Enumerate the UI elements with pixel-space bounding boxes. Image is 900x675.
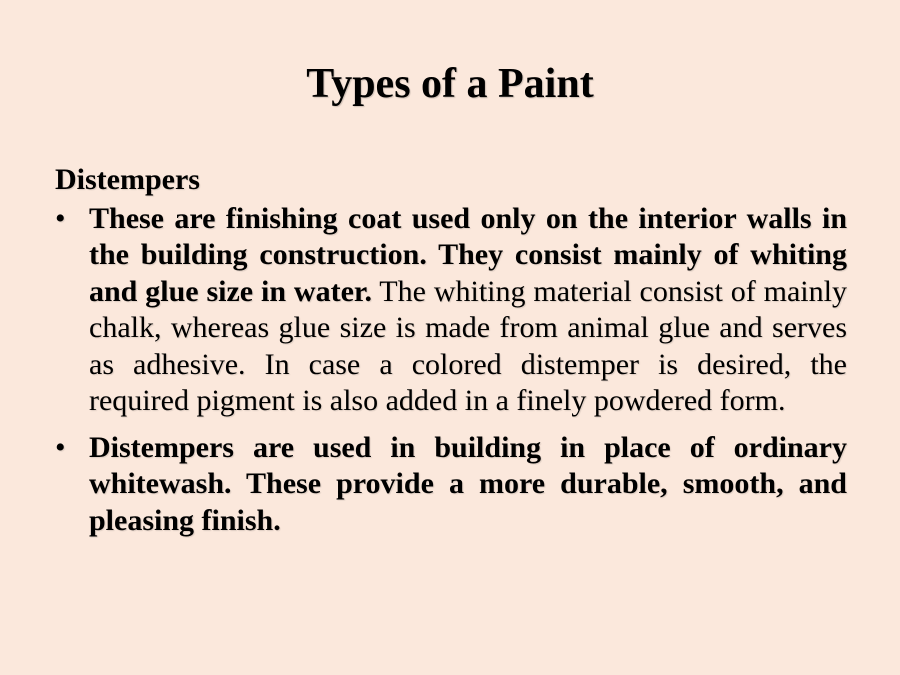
slide-title: Types of a Paint (306, 61, 594, 107)
bullet-item-1 (55, 201, 847, 420)
bullet-item-2 (55, 430, 847, 540)
bullet-1-bold-text: These are finishing coat used only on the interior walls in the building construction. They consist mainly of whiting and glue size in water. (89, 201, 847, 308)
bullet-dot-icon: • (55, 430, 66, 464)
slide-content (55, 162, 847, 549)
bullet-list (55, 201, 847, 540)
bullet-1-normal-text: The whiting material consist of mainly chalk, whereas glue size is made from animal glue and serves as adhesive. In case a colored distemper is desired, the required pigment is also added in a finely powdered form. (89, 274, 847, 417)
bullet-2-bold-text: Distempers are used in building in place of ordinary whitewash. These provide a more durable, smooth, and pleasing finish. (89, 430, 847, 537)
bullet-dot-icon: • (55, 201, 66, 235)
section-heading: Distempers (55, 163, 200, 196)
